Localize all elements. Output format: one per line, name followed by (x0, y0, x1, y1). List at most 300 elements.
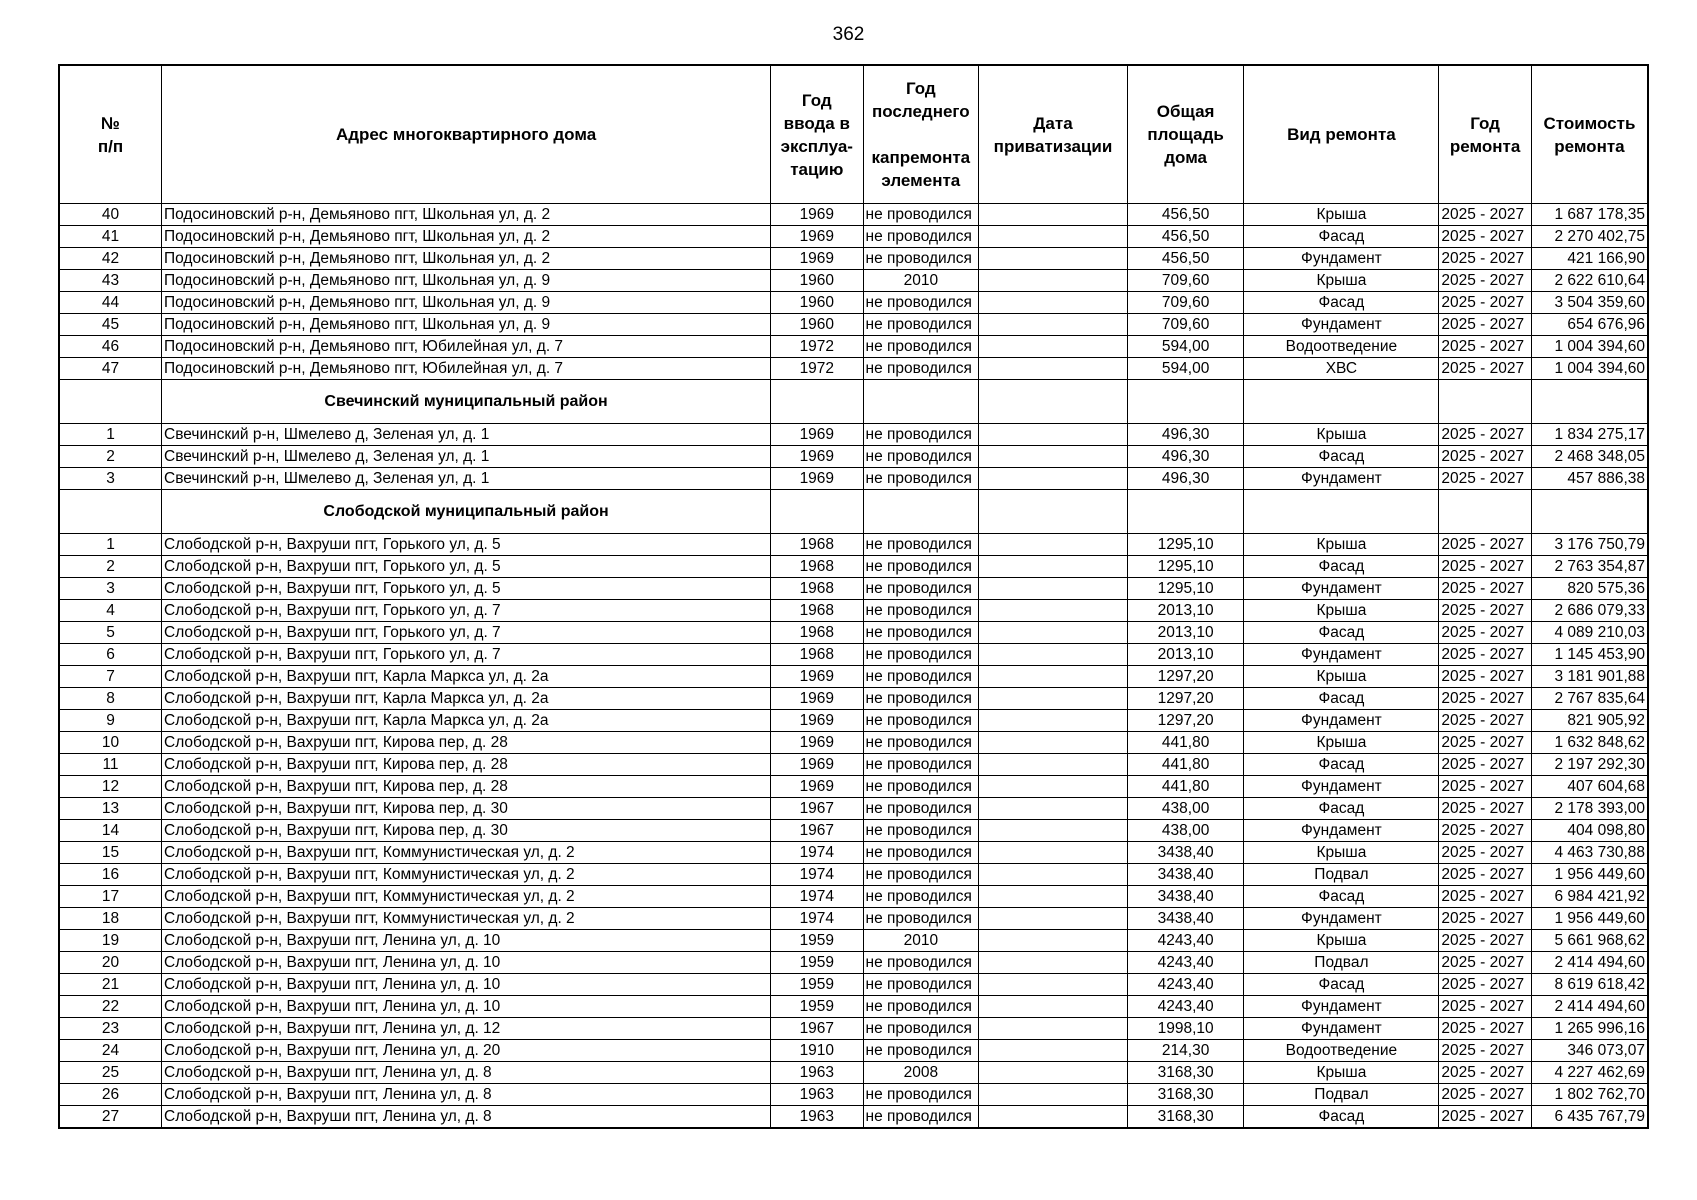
row-number: 22 (59, 996, 162, 1018)
row-year-built: 1960 (771, 314, 863, 336)
row-area: 2013,10 (1127, 622, 1244, 644)
table-row (59, 446, 1648, 468)
repair-table (58, 64, 1649, 1129)
row-repair-year: 2025 - 2027 (1439, 1062, 1531, 1084)
row-repair-year: 2025 - 2027 (1439, 776, 1531, 798)
row-repair-year: 2025 - 2027 (1439, 908, 1531, 930)
header-year-built: Год ввода в эксплуа- тацию (771, 65, 863, 204)
row-last-repair: не проводился (863, 556, 979, 578)
table-row (59, 534, 1648, 556)
row-cost: 1 956 449,60 (1531, 864, 1648, 886)
row-repair-type: Водоотведение (1244, 336, 1439, 358)
row-address: Слободской р-н, Вахруши пгт, Ленина ул, д. 20 (162, 1040, 771, 1062)
row-repair-type: Фундамент (1244, 314, 1439, 336)
row-area: 456,50 (1127, 204, 1244, 226)
row-area: 1297,20 (1127, 688, 1244, 710)
row-address: Слободской р-н, Вахруши пгт, Ленина ул, д. 10 (162, 974, 771, 996)
row-year-built: 1967 (771, 820, 863, 842)
row-cost: 820 575,36 (1531, 578, 1648, 600)
row-privatization (979, 886, 1128, 908)
empty-cell (863, 490, 979, 534)
row-repair-year: 2025 - 2027 (1439, 622, 1531, 644)
table-row (59, 754, 1648, 776)
row-repair-year: 2025 - 2027 (1439, 578, 1531, 600)
header-repair-type: Вид ремонта (1244, 65, 1439, 204)
row-privatization (979, 534, 1128, 556)
row-area: 3438,40 (1127, 886, 1244, 908)
empty-cell (1127, 380, 1244, 424)
header-num: № п/п (59, 65, 162, 204)
row-cost: 2 763 354,87 (1531, 556, 1648, 578)
empty-cell (59, 380, 162, 424)
row-area: 3438,40 (1127, 864, 1244, 886)
row-cost: 1 956 449,60 (1531, 908, 1648, 930)
row-privatization (979, 314, 1128, 336)
row-last-repair: не проводился (863, 336, 979, 358)
row-privatization (979, 842, 1128, 864)
table-row (59, 974, 1648, 996)
row-repair-year: 2025 - 2027 (1439, 688, 1531, 710)
row-repair-year: 2025 - 2027 (1439, 556, 1531, 578)
row-year-built: 1968 (771, 622, 863, 644)
header-last-repair: Год последнего капремонта элемента (863, 65, 979, 204)
row-privatization (979, 622, 1128, 644)
row-address: Слободской р-н, Вахруши пгт, Горького ул, д. 5 (162, 578, 771, 600)
row-cost: 1 687 178,35 (1531, 204, 1648, 226)
row-area: 4243,40 (1127, 930, 1244, 952)
row-address: Слободской р-н, Вахруши пгт, Коммунистическая ул, д. 2 (162, 842, 771, 864)
row-number: 14 (59, 820, 162, 842)
table-row (59, 688, 1648, 710)
row-privatization (979, 358, 1128, 380)
row-number: 44 (59, 292, 162, 314)
table-row (59, 226, 1648, 248)
row-repair-year: 2025 - 2027 (1439, 1040, 1531, 1062)
row-privatization (979, 974, 1128, 996)
row-year-built: 1963 (771, 1084, 863, 1106)
row-year-built: 1969 (771, 666, 863, 688)
row-area: 3168,30 (1127, 1062, 1244, 1084)
row-area: 456,50 (1127, 226, 1244, 248)
table-row (59, 1084, 1648, 1106)
row-year-built: 1968 (771, 534, 863, 556)
table-row (59, 1106, 1648, 1129)
row-address: Свечинский р-н, Шмелево д, Зеленая ул, д. 1 (162, 446, 771, 468)
table-row (59, 292, 1648, 314)
row-year-built: 1959 (771, 996, 863, 1018)
row-repair-year: 2025 - 2027 (1439, 1018, 1531, 1040)
row-last-repair: не проводился (863, 468, 979, 490)
row-repair-year: 2025 - 2027 (1439, 842, 1531, 864)
row-address: Слободской р-н, Вахруши пгт, Ленина ул, д. 10 (162, 952, 771, 974)
row-address: Подосиновский р-н, Демьяново пгт, Школьная ул, д. 9 (162, 270, 771, 292)
table-row (59, 776, 1648, 798)
empty-cell (1531, 380, 1648, 424)
row-year-built: 1968 (771, 600, 863, 622)
row-cost: 2 178 393,00 (1531, 798, 1648, 820)
row-address: Слободской р-н, Вахруши пгт, Горького ул, д. 7 (162, 600, 771, 622)
row-number: 12 (59, 776, 162, 798)
row-privatization (979, 600, 1128, 622)
row-repair-type: Фундамент (1244, 578, 1439, 600)
row-number: 18 (59, 908, 162, 930)
row-repair-year: 2025 - 2027 (1439, 798, 1531, 820)
row-repair-type: Фасад (1244, 556, 1439, 578)
empty-cell (1439, 490, 1531, 534)
row-cost: 1 632 848,62 (1531, 732, 1648, 754)
row-last-repair: не проводился (863, 534, 979, 556)
row-number: 42 (59, 248, 162, 270)
row-last-repair: не проводился (863, 622, 979, 644)
row-cost: 2 197 292,30 (1531, 754, 1648, 776)
row-number: 47 (59, 358, 162, 380)
row-year-built: 1968 (771, 644, 863, 666)
row-last-repair: не проводился (863, 1084, 979, 1106)
row-year-built: 1969 (771, 248, 863, 270)
row-repair-year: 2025 - 2027 (1439, 226, 1531, 248)
empty-cell (1531, 490, 1648, 534)
header-privatization: Дата приватизации (979, 65, 1128, 204)
row-repair-type: Крыша (1244, 534, 1439, 556)
row-number: 1 (59, 424, 162, 446)
row-repair-type: ХВС (1244, 358, 1439, 380)
row-area: 441,80 (1127, 754, 1244, 776)
row-repair-type: Крыша (1244, 732, 1439, 754)
table-row (59, 358, 1648, 380)
row-cost: 4 227 462,69 (1531, 1062, 1648, 1084)
row-year-built: 1969 (771, 710, 863, 732)
section-title: Свечинский муниципальный район (162, 380, 771, 424)
row-privatization (979, 688, 1128, 710)
row-area: 709,60 (1127, 270, 1244, 292)
row-repair-type: Крыша (1244, 842, 1439, 864)
row-cost: 1 802 762,70 (1531, 1084, 1648, 1106)
row-last-repair: не проводился (863, 974, 979, 996)
row-address: Слободской р-н, Вахруши пгт, Коммунистическая ул, д. 2 (162, 908, 771, 930)
row-year-built: 1969 (771, 754, 863, 776)
row-last-repair: не проводился (863, 996, 979, 1018)
row-address: Слободской р-н, Вахруши пгт, Кирова пер, д. 30 (162, 798, 771, 820)
row-year-built: 1960 (771, 292, 863, 314)
row-year-built: 1969 (771, 226, 863, 248)
row-last-repair: не проводился (863, 292, 979, 314)
header-address: Адрес многоквартирного дома (162, 65, 771, 204)
table-row (59, 248, 1648, 270)
row-number: 11 (59, 754, 162, 776)
row-area: 3168,30 (1127, 1084, 1244, 1106)
row-privatization (979, 754, 1128, 776)
row-last-repair: не проводился (863, 820, 979, 842)
row-cost: 407 604,68 (1531, 776, 1648, 798)
row-privatization (979, 996, 1128, 1018)
row-number: 3 (59, 468, 162, 490)
row-last-repair: не проводился (863, 1018, 979, 1040)
row-privatization (979, 710, 1128, 732)
row-last-repair: не проводился (863, 886, 979, 908)
row-cost: 6 984 421,92 (1531, 886, 1648, 908)
row-area: 1297,20 (1127, 666, 1244, 688)
row-last-repair: не проводился (863, 908, 979, 930)
row-repair-type: Фундамент (1244, 644, 1439, 666)
row-privatization (979, 1106, 1128, 1129)
row-repair-type: Фундамент (1244, 248, 1439, 270)
row-repair-type: Крыша (1244, 1062, 1439, 1084)
row-privatization (979, 1062, 1128, 1084)
row-address: Слободской р-н, Вахруши пгт, Коммунистическая ул, д. 2 (162, 864, 771, 886)
row-area: 496,30 (1127, 424, 1244, 446)
row-repair-year: 2025 - 2027 (1439, 248, 1531, 270)
row-number: 23 (59, 1018, 162, 1040)
row-cost: 2 468 348,05 (1531, 446, 1648, 468)
row-last-repair: не проводился (863, 314, 979, 336)
row-number: 26 (59, 1084, 162, 1106)
table-body (59, 204, 1648, 1129)
row-last-repair: не проводился (863, 732, 979, 754)
row-number: 15 (59, 842, 162, 864)
row-repair-year: 2025 - 2027 (1439, 732, 1531, 754)
row-year-built: 1967 (771, 798, 863, 820)
row-last-repair: не проводился (863, 688, 979, 710)
table-row (59, 1040, 1648, 1062)
table-row (59, 1062, 1648, 1084)
row-number: 41 (59, 226, 162, 248)
row-address: Слободской р-н, Вахруши пгт, Ленина ул, д. 10 (162, 930, 771, 952)
row-privatization (979, 270, 1128, 292)
empty-cell (1439, 380, 1531, 424)
row-area: 496,30 (1127, 468, 1244, 490)
row-privatization (979, 424, 1128, 446)
row-repair-year: 2025 - 2027 (1439, 974, 1531, 996)
row-privatization (979, 468, 1128, 490)
table-row (59, 732, 1648, 754)
row-repair-type: Фасад (1244, 974, 1439, 996)
row-last-repair: не проводился (863, 1040, 979, 1062)
table-row (59, 314, 1648, 336)
table-row (59, 996, 1648, 1018)
row-cost: 1 004 394,60 (1531, 336, 1648, 358)
row-repair-type: Фасад (1244, 226, 1439, 248)
table-row (59, 842, 1648, 864)
row-year-built: 1959 (771, 952, 863, 974)
row-repair-year: 2025 - 2027 (1439, 710, 1531, 732)
row-last-repair: не проводился (863, 842, 979, 864)
row-cost: 5 661 968,62 (1531, 930, 1648, 952)
row-cost: 821 905,92 (1531, 710, 1648, 732)
empty-cell (1244, 490, 1439, 534)
row-repair-year: 2025 - 2027 (1439, 358, 1531, 380)
row-repair-type: Фасад (1244, 446, 1439, 468)
row-privatization (979, 776, 1128, 798)
row-repair-year: 2025 - 2027 (1439, 204, 1531, 226)
row-privatization (979, 930, 1128, 952)
table-row (59, 820, 1648, 842)
row-repair-type: Водоотведение (1244, 1040, 1439, 1062)
row-year-built: 1969 (771, 468, 863, 490)
row-year-built: 1969 (771, 732, 863, 754)
row-last-repair: 2010 (863, 930, 979, 952)
row-address: Подосиновский р-н, Демьяново пгт, Юбилейная ул, д. 7 (162, 358, 771, 380)
row-cost: 1 265 996,16 (1531, 1018, 1648, 1040)
row-address: Слободской р-н, Вахруши пгт, Карла Маркса ул, д. 2а (162, 710, 771, 732)
row-last-repair: не проводился (863, 952, 979, 974)
table-row (59, 886, 1648, 908)
row-address: Слободской р-н, Вахруши пгт, Ленина ул, д. 10 (162, 996, 771, 1018)
row-year-built: 1974 (771, 886, 863, 908)
row-year-built: 1967 (771, 1018, 863, 1040)
row-repair-year: 2025 - 2027 (1439, 996, 1531, 1018)
row-number: 8 (59, 688, 162, 710)
row-cost: 4 463 730,88 (1531, 842, 1648, 864)
row-area: 4243,40 (1127, 974, 1244, 996)
row-repair-type: Фасад (1244, 754, 1439, 776)
row-last-repair: не проводился (863, 424, 979, 446)
empty-cell (59, 490, 162, 534)
row-last-repair: не проводился (863, 446, 979, 468)
empty-cell (771, 380, 863, 424)
page-number: 362 (832, 24, 865, 45)
table-row (59, 644, 1648, 666)
section-row (59, 380, 1648, 424)
row-repair-type: Фасад (1244, 1106, 1439, 1129)
table-row (59, 336, 1648, 358)
row-area: 1295,10 (1127, 556, 1244, 578)
row-number: 5 (59, 622, 162, 644)
row-repair-type: Крыша (1244, 930, 1439, 952)
row-number: 25 (59, 1062, 162, 1084)
row-privatization (979, 292, 1128, 314)
row-cost: 4 089 210,03 (1531, 622, 1648, 644)
row-cost: 457 886,38 (1531, 468, 1648, 490)
row-number: 10 (59, 732, 162, 754)
row-privatization (979, 908, 1128, 930)
row-repair-year: 2025 - 2027 (1439, 600, 1531, 622)
row-address: Слободской р-н, Вахруши пгт, Кирова пер, д. 28 (162, 776, 771, 798)
row-privatization (979, 578, 1128, 600)
table-row (59, 952, 1648, 974)
row-cost: 1 145 453,90 (1531, 644, 1648, 666)
row-repair-year: 2025 - 2027 (1439, 270, 1531, 292)
row-last-repair: не проводился (863, 798, 979, 820)
row-address: Слободской р-н, Вахруши пгт, Горького ул, д. 5 (162, 534, 771, 556)
row-number: 2 (59, 446, 162, 468)
table-row (59, 204, 1648, 226)
row-repair-type: Фундамент (1244, 710, 1439, 732)
row-last-repair: не проводился (863, 864, 979, 886)
row-cost: 2 414 494,60 (1531, 996, 1648, 1018)
row-year-built: 1963 (771, 1062, 863, 1084)
row-year-built: 1969 (771, 424, 863, 446)
row-address: Слободской р-н, Вахруши пгт, Кирова пер, д. 28 (162, 754, 771, 776)
row-repair-type: Крыша (1244, 424, 1439, 446)
row-repair-year: 2025 - 2027 (1439, 424, 1531, 446)
row-number: 21 (59, 974, 162, 996)
row-year-built: 1910 (771, 1040, 863, 1062)
row-area: 1295,10 (1127, 534, 1244, 556)
empty-cell (771, 490, 863, 534)
row-area: 2013,10 (1127, 600, 1244, 622)
row-year-built: 1972 (771, 358, 863, 380)
table-row (59, 908, 1648, 930)
row-last-repair: не проводился (863, 710, 979, 732)
row-area: 496,30 (1127, 446, 1244, 468)
row-year-built: 1963 (771, 1106, 863, 1129)
row-repair-year: 2025 - 2027 (1439, 820, 1531, 842)
row-cost: 2 622 610,64 (1531, 270, 1648, 292)
row-last-repair: не проводился (863, 204, 979, 226)
row-cost: 3 176 750,79 (1531, 534, 1648, 556)
header-repair-year: Год ремонта (1439, 65, 1531, 204)
row-year-built: 1968 (771, 578, 863, 600)
row-number: 7 (59, 666, 162, 688)
row-repair-type: Фасад (1244, 688, 1439, 710)
row-repair-year: 2025 - 2027 (1439, 292, 1531, 314)
row-address: Слободской р-н, Вахруши пгт, Карла Маркса ул, д. 2а (162, 666, 771, 688)
row-address: Подосиновский р-н, Демьяново пгт, Юбилейная ул, д. 7 (162, 336, 771, 358)
row-address: Слободской р-н, Вахруши пгт, Ленина ул, д. 12 (162, 1018, 771, 1040)
row-year-built: 1959 (771, 974, 863, 996)
row-address: Свечинский р-н, Шмелево д, Зеленая ул, д. 1 (162, 468, 771, 490)
table-row (59, 468, 1648, 490)
row-repair-type: Крыша (1244, 666, 1439, 688)
row-cost: 2 414 494,60 (1531, 952, 1648, 974)
table-row (59, 710, 1648, 732)
row-privatization (979, 204, 1128, 226)
row-last-repair: не проводился (863, 248, 979, 270)
row-privatization (979, 1040, 1128, 1062)
row-address: Подосиновский р-н, Демьяново пгт, Школьная ул, д. 9 (162, 292, 771, 314)
row-repair-type: Фундамент (1244, 820, 1439, 842)
row-address: Слободской р-н, Вахруши пгт, Ленина ул, д. 8 (162, 1084, 771, 1106)
row-repair-year: 2025 - 2027 (1439, 952, 1531, 974)
row-privatization (979, 1018, 1128, 1040)
row-repair-type: Фундамент (1244, 1018, 1439, 1040)
row-repair-type: Фундамент (1244, 996, 1439, 1018)
row-cost: 2 270 402,75 (1531, 226, 1648, 248)
empty-cell (1127, 490, 1244, 534)
table-row (59, 1018, 1648, 1040)
table-row (59, 622, 1648, 644)
table-row (59, 424, 1648, 446)
row-cost: 346 073,07 (1531, 1040, 1648, 1062)
row-area: 4243,40 (1127, 996, 1244, 1018)
row-address: Подосиновский р-н, Демьяново пгт, Школьная ул, д. 2 (162, 226, 771, 248)
row-address: Слободской р-н, Вахруши пгт, Кирова пер, д. 28 (162, 732, 771, 754)
row-repair-year: 2025 - 2027 (1439, 864, 1531, 886)
row-address: Слободской р-н, Вахруши пгт, Ленина ул, д. 8 (162, 1106, 771, 1129)
row-year-built: 1969 (771, 688, 863, 710)
row-number: 27 (59, 1106, 162, 1129)
row-repair-type: Крыша (1244, 204, 1439, 226)
row-last-repair: 2010 (863, 270, 979, 292)
row-cost: 654 676,96 (1531, 314, 1648, 336)
row-repair-type: Фундамент (1244, 776, 1439, 798)
row-repair-year: 2025 - 2027 (1439, 754, 1531, 776)
row-repair-year: 2025 - 2027 (1439, 336, 1531, 358)
row-number: 1 (59, 534, 162, 556)
row-repair-year: 2025 - 2027 (1439, 886, 1531, 908)
row-last-repair: не проводился (863, 600, 979, 622)
table-row (59, 556, 1648, 578)
row-year-built: 1968 (771, 556, 863, 578)
row-repair-type: Фасад (1244, 798, 1439, 820)
row-area: 3168,30 (1127, 1106, 1244, 1129)
table-row (59, 600, 1648, 622)
row-year-built: 1960 (771, 270, 863, 292)
row-privatization (979, 446, 1128, 468)
row-area: 1998,10 (1127, 1018, 1244, 1040)
row-area: 594,00 (1127, 336, 1244, 358)
table-row (59, 798, 1648, 820)
